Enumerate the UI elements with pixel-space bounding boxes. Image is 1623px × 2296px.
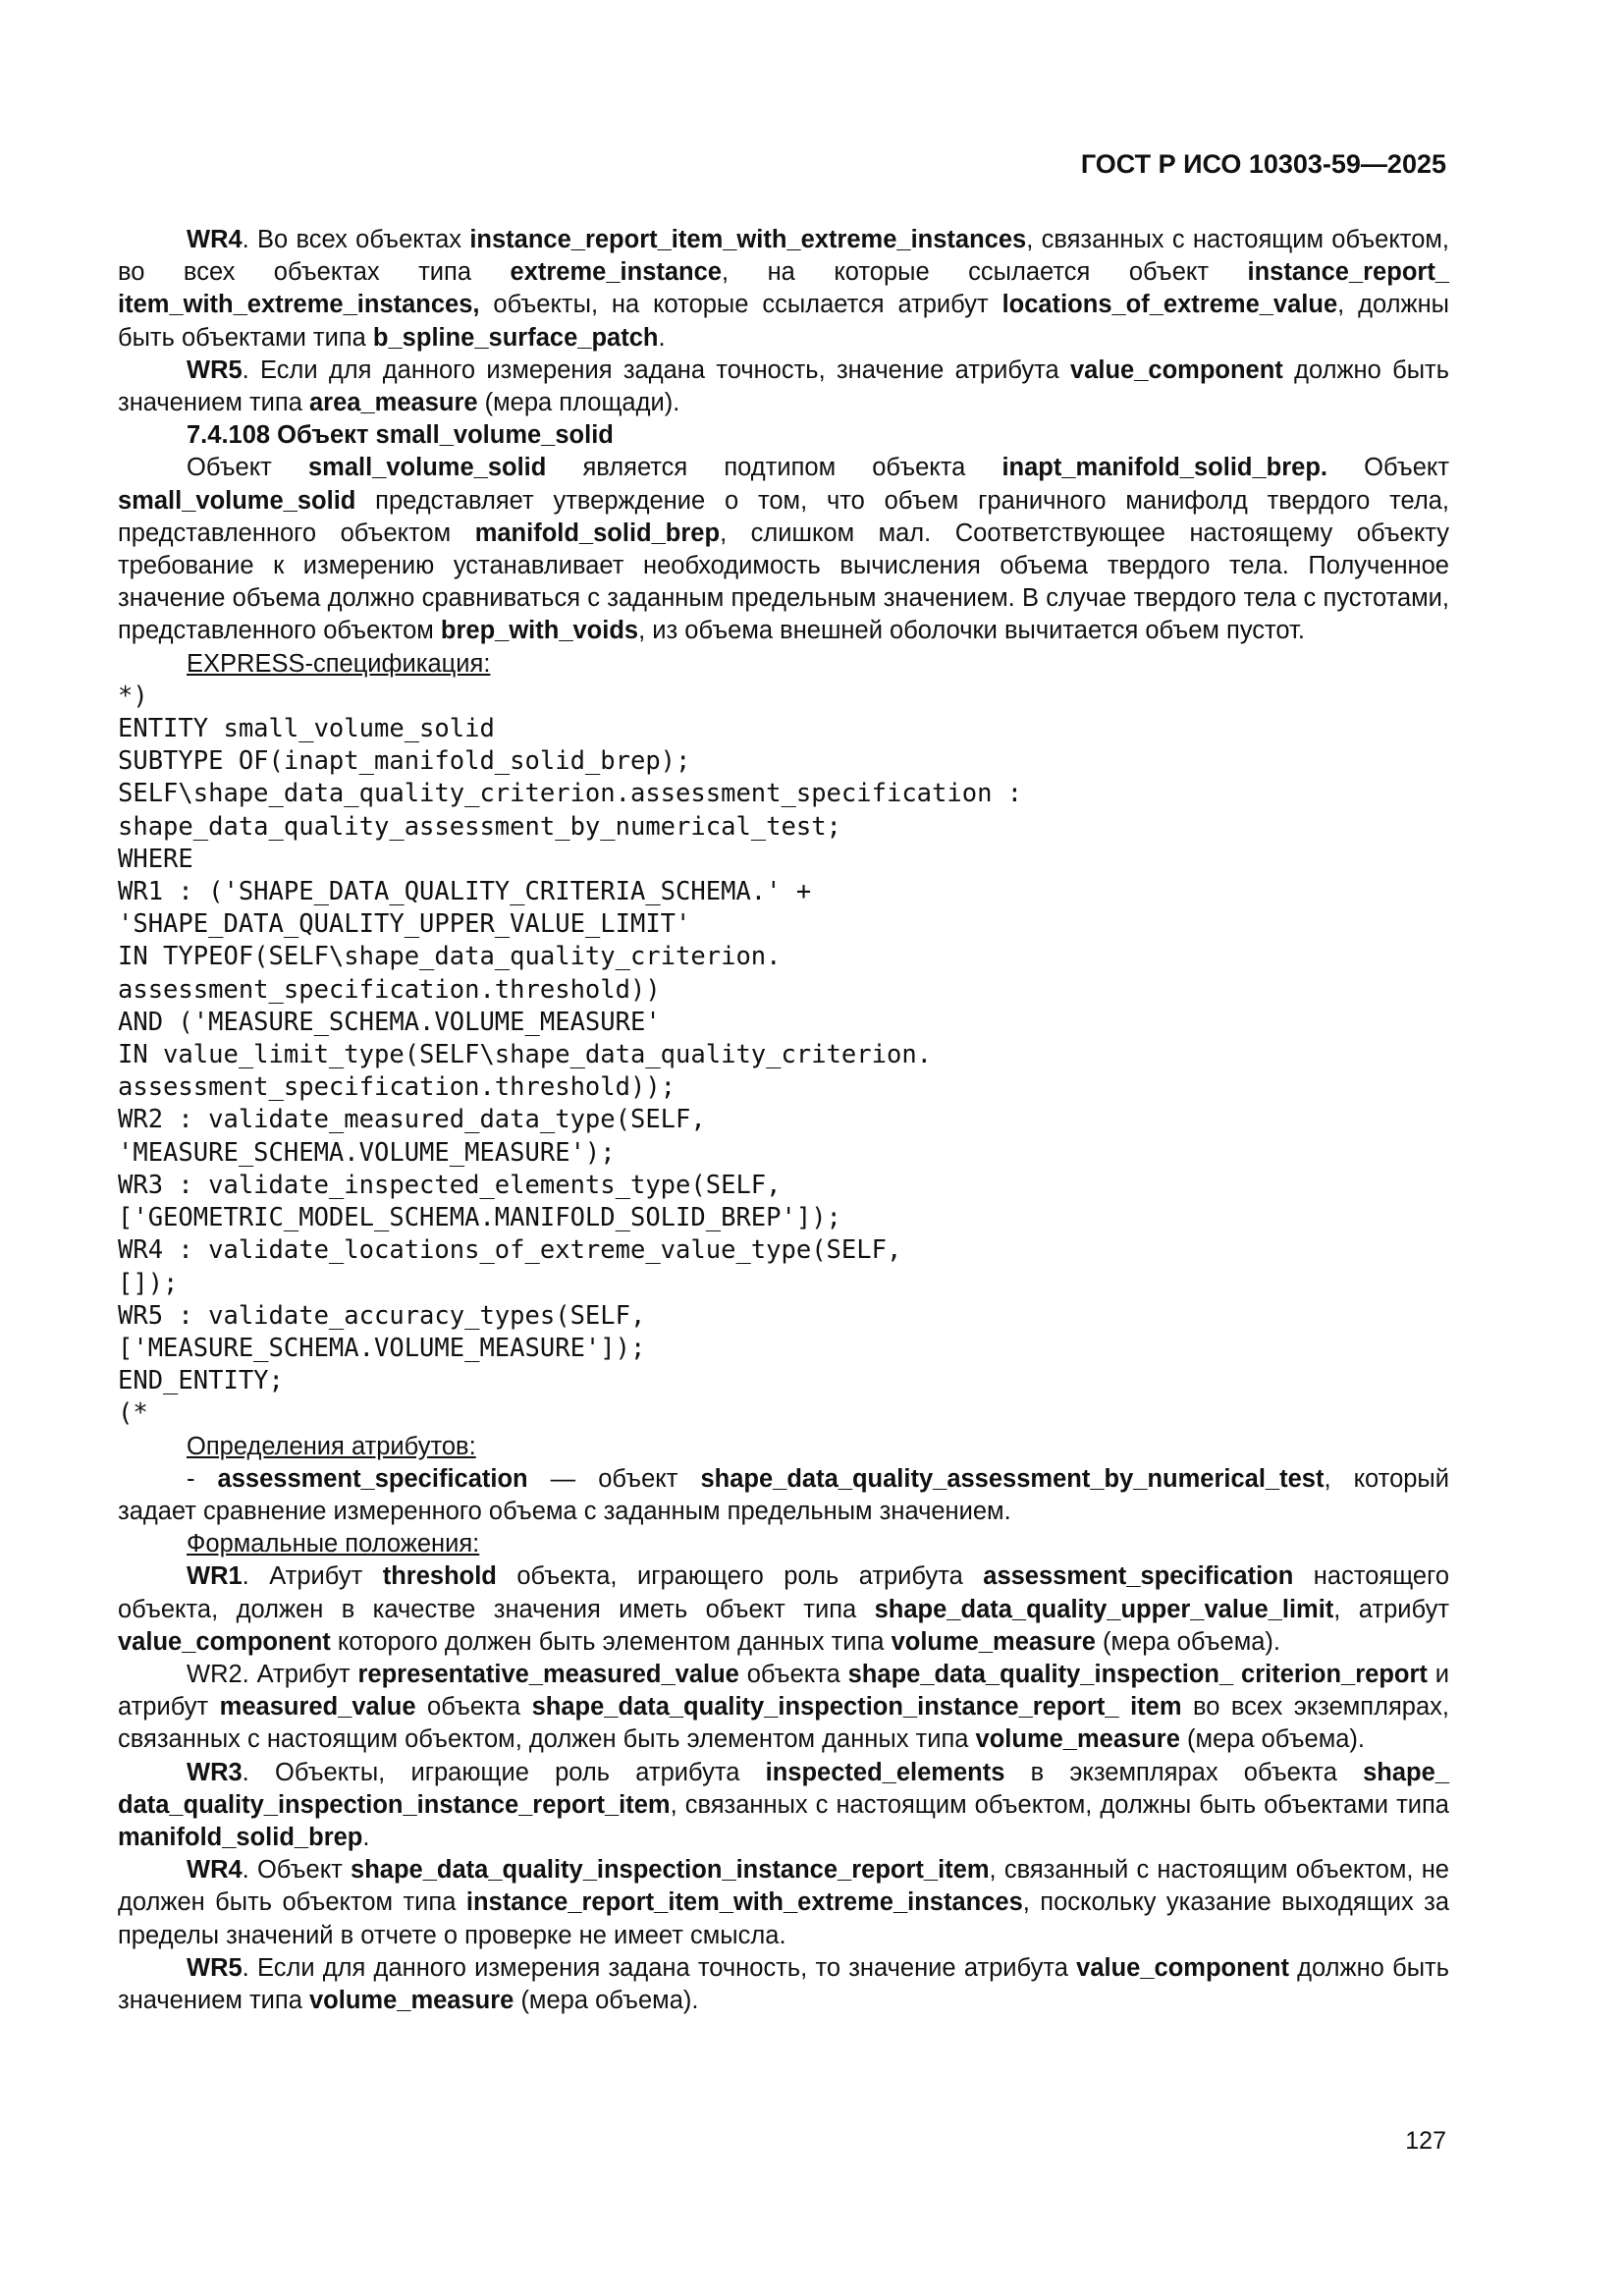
paragraph-wr2: WR2. Атрибут representative_measured_value объекта shape_data_quality_inspection_ criterion_report и атрибут measured_value объекта shape_data_quality_inspection_instance_report_ item во всех экземплярах, связанных с настоящим объектом, должен быть элементом данных типа volume_measure (мера объема). [118,1660,1449,1754]
code-line: ENTITY small_volume_solid [118,714,495,744]
rule-label: WR1 [187,1562,243,1591]
code-line: WR3 : validate_inspected_elements_type(SELF, [118,1170,782,1200]
paragraph-wr4: WR4. Объект shape_data_quality_inspection_instance_report_item, связанный с настоящим объектом, не должен быть объектом типа instance_report_item_with_extreme_instances, поскольку указание выходящих за пределы значений в отчете о проверке не имеет смысла. [118,1856,1449,1949]
section-title: 7.4.108 Объект small_volume_solid [187,421,614,450]
paragraph-top-wr5: WR5. Если для данного измерения задана точность, значение атрибута value_component должно быть значением типа area_measure (мера площади). [118,355,1449,417]
code-line: WR2 : validate_measured_data_type(SELF, [118,1105,706,1135]
code-line: assessment_specification.threshold)); [118,1072,676,1103]
rule-label: WR2. [187,1660,249,1688]
rule-label: WR5 [187,355,243,384]
code-line: SELF\shape_data_quality_criterion.assessment_specification : [118,779,1023,809]
document-header: ГОСТ Р ИСО 10303-59—2025 [1080,149,1446,179]
paragraph-top-wr4: WR4. Во всех объектах instance_report_item_with_extreme_instances, связанных с настоящим объектом, во всех объектах типа extreme_instance, на которые ссылается объект instance_report_ item_with_extreme_instances, объекты, на которые ссылается атрибут locations_of_extreme_value, должны быть объектами типа b_spline_surface_patch. [118,226,1449,352]
rule-label: WR4 [187,226,243,253]
express-heading: EXPRESS-спецификация: [187,649,491,678]
code-line: (* [118,1398,148,1429]
code-line: shape_data_quality_assessment_by_numerical_test; [118,811,841,842]
paragraph-intro: Объект small_volume_solid является подтипом объекта inapt_manifold_solid_brep. Объект small_volume_solid представляет утверждение о том, что объем граничного манифолд твердого тела, представленного объектом manifold_solid_brep, слишком мал. Соответствующее настоящему объекту требование к измерению устанавливает необходимость вычисления объема твердого тела. Полученное значение объема должно сравниваться с заданным предельным значением. В случае твердого тела с пустотами, представленного объектом brep_with_voids, из объема внешней оболочки вычитается объем пустот. [118,454,1450,645]
page-number: 127 [1405,2127,1446,2155]
rule-label: WR4 [187,1856,243,1885]
code-line: ['MEASURE_SCHEMA.VOLUME_MEASURE']); [118,1333,646,1363]
code-line: *) [118,681,148,711]
page-body [118,224,1449,2017]
rule-label: WR3 [187,1758,243,1786]
attr-heading: Определения атрибутов: [187,1432,476,1460]
code-line: IN value_limit_type(SELF\shape_data_quality_criterion. [118,1040,933,1070]
rule-label: WR5 [187,1953,243,1982]
code-line: assessment_specification.threshold)) [118,974,661,1005]
code-line: WR4 : validate_locations_of_extreme_value_type(SELF, [118,1235,902,1266]
code-line: 'MEASURE_SCHEMA.VOLUME_MEASURE'); [118,1137,616,1168]
code-line: WR1 : ('SHAPE_DATA_QUALITY_CRITERIA_SCHEMA.' + [118,877,812,907]
paragraph-wr1: WR1. Атрибут threshold объекта, играющего роль атрибута assessment_specification настоящего объекта, должен в качестве значения иметь объект типа shape_data_quality_upper_value_limit, атрибут value_component которого должен быть элементом данных типа volume_measure (мера объема). [118,1562,1450,1656]
code-line: END_ENTITY; [118,1366,284,1396]
code-line: ['GEOMETRIC_MODEL_SCHEMA.MANIFOLD_SOLID_BREP']); [118,1203,841,1233]
code-line: 'SHAPE_DATA_QUALITY_UPPER_VALUE_LIMIT' [118,909,691,940]
code-line: SUBTYPE OF(inapt_manifold_solid_brep); [118,746,691,777]
formal-heading: Формальные положения: [187,1530,480,1558]
paragraph-wr5: WR5. Если для данного измерения задана точность, то значение атрибута value_component должно быть значением типа volume_measure (мера объема). [118,1953,1449,2014]
express-code-block [118,681,1449,1431]
code-line: []); [118,1268,179,1298]
code-line: IN TYPEOF(SELF\shape_data_quality_criterion. [118,942,782,972]
code-line: WHERE [118,844,193,874]
paragraph-attr-def: - assessment_specification — объект shape_data_quality_assessment_by_numerical_test, который задает сравнение измеренного объема с заданным предельным значением. [118,1464,1449,1525]
code-line: AND ('MEASURE_SCHEMA.VOLUME_MEASURE' [118,1007,661,1037]
code-line: WR5 : validate_accuracy_types(SELF, [118,1300,646,1331]
paragraph-wr3: WR3. Объекты, играющие роль атрибута inspected_elements в экземплярах объекта shape_ data_quality_inspection_instance_report_item, связанных с настоящим объектом, должны быть объектами типа manifold_solid_brep. [118,1758,1449,1851]
